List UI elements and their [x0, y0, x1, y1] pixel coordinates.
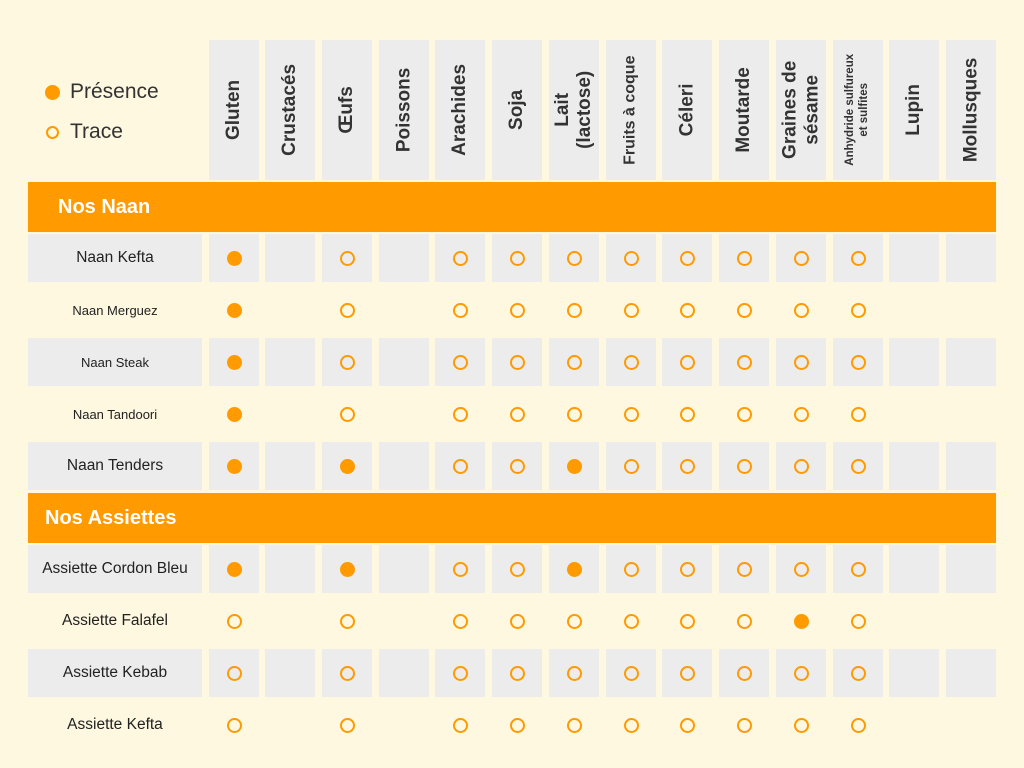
- trace-circle-icon: [340, 407, 355, 422]
- trace-circle-icon: [680, 251, 695, 266]
- table-cell: [379, 649, 429, 697]
- column-header-moutarde: [719, 40, 769, 180]
- filled-circle-icon: [44, 84, 60, 100]
- column-header-soja: [492, 40, 542, 180]
- trace-circle-icon: [453, 303, 468, 318]
- table-cell: [606, 442, 656, 490]
- table-cell: [719, 234, 769, 282]
- section-header-nos-naan: Nos Naan: [28, 182, 996, 232]
- table-cell: [322, 442, 372, 490]
- table-cell: [209, 701, 259, 749]
- row-label: Assiette Kebab: [28, 649, 202, 697]
- trace-circle-icon: [510, 718, 525, 733]
- table-cell: [549, 649, 599, 697]
- section-header-nos-assiettes: Nos Assiettes: [28, 493, 996, 543]
- trace-circle-icon: [851, 355, 866, 370]
- table-cell: [265, 442, 315, 490]
- table-cell: [209, 649, 259, 697]
- table-cell: [946, 338, 996, 386]
- trace-circle-icon: [510, 459, 525, 474]
- trace-circle-icon: [624, 407, 639, 422]
- trace-circle-icon: [851, 666, 866, 681]
- column-header-celeri: [662, 40, 712, 180]
- table-cell: [606, 390, 656, 438]
- trace-circle-icon: [794, 562, 809, 577]
- table-cell: [606, 234, 656, 282]
- table-cell: [492, 701, 542, 749]
- row-label: Assiette Cordon Bleu: [28, 545, 202, 593]
- table-cell: [209, 390, 259, 438]
- trace-circle-icon: [567, 355, 582, 370]
- trace-circle-icon: [680, 614, 695, 629]
- table-cell: [889, 597, 939, 645]
- trace-circle-icon: [680, 666, 695, 681]
- trace-circle-icon: [851, 407, 866, 422]
- column-header-lait: [549, 40, 599, 180]
- table-cell: [889, 442, 939, 490]
- trace-circle-icon: [340, 666, 355, 681]
- table-cell: [719, 286, 769, 334]
- row-label: Naan Tenders: [28, 442, 202, 490]
- table-cell: [492, 338, 542, 386]
- table-cell: [549, 597, 599, 645]
- table-cell: [662, 649, 712, 697]
- trace-circle-icon: [567, 303, 582, 318]
- table-cell: [833, 234, 883, 282]
- table-cell: [662, 545, 712, 593]
- trace-circle-icon: [851, 251, 866, 266]
- legend-trace: [44, 112, 159, 152]
- trace-circle-icon: [624, 303, 639, 318]
- trace-circle-icon: [227, 666, 242, 681]
- trace-circle-icon: [567, 407, 582, 422]
- trace-circle-icon: [624, 355, 639, 370]
- table-cell: [946, 286, 996, 334]
- trace-circle-icon: [737, 355, 752, 370]
- table-cell: [833, 649, 883, 697]
- column-header-poissons: [379, 40, 429, 180]
- table-cell: [549, 442, 599, 490]
- presence-dot-icon: [340, 562, 355, 577]
- row-label: Naan Steak: [28, 338, 202, 386]
- table-cell: [719, 597, 769, 645]
- trace-circle-icon: [567, 718, 582, 733]
- trace-circle-icon: [737, 614, 752, 629]
- column-header-graines-de: [776, 40, 826, 180]
- table-cell: [719, 338, 769, 386]
- table-cell: [946, 545, 996, 593]
- table-cell: [833, 701, 883, 749]
- trace-circle-icon: [794, 303, 809, 318]
- table-cell: [549, 286, 599, 334]
- trace-circle-icon: [851, 459, 866, 474]
- column-header-label: Gluten: [223, 79, 245, 141]
- trace-circle-icon: [794, 355, 809, 370]
- table-cell: [492, 649, 542, 697]
- trace-circle-icon: [851, 718, 866, 733]
- trace-circle-icon: [510, 614, 525, 629]
- column-header-label: Fruits à coque: [621, 55, 639, 165]
- column-header-label: Lait (lactose): [552, 70, 596, 150]
- table-cell: [946, 442, 996, 490]
- column-header-label: Lupin: [903, 84, 925, 136]
- table-cell: [322, 390, 372, 438]
- trace-circle-icon: [340, 718, 355, 733]
- table-cell: [606, 649, 656, 697]
- table-cell: [209, 338, 259, 386]
- trace-circle-icon: [340, 303, 355, 318]
- table-cell: [492, 234, 542, 282]
- table-cell: [379, 234, 429, 282]
- table-cell: [492, 442, 542, 490]
- trace-circle-icon: [510, 303, 525, 318]
- table-cell: [379, 545, 429, 593]
- presence-dot-icon: [227, 459, 242, 474]
- presence-dot-icon: [227, 407, 242, 422]
- column-header-label: Anhydride sulfureux et sulfites: [844, 54, 871, 166]
- trace-circle-icon: [794, 718, 809, 733]
- table-cell: [435, 649, 485, 697]
- column-header-label: Moutarde: [733, 67, 755, 153]
- trace-circle-icon: [851, 303, 866, 318]
- table-cell: [776, 234, 826, 282]
- legend: [44, 72, 159, 152]
- trace-circle-icon: [510, 666, 525, 681]
- table-cell: [776, 286, 826, 334]
- table-cell: [435, 286, 485, 334]
- table-cell: [776, 597, 826, 645]
- trace-circle-icon: [680, 355, 695, 370]
- table-cell: [662, 442, 712, 490]
- trace-circle-icon: [453, 355, 468, 370]
- legend-trace-label: Trace: [70, 120, 123, 143]
- table-cell: [435, 442, 485, 490]
- trace-circle-icon: [624, 459, 639, 474]
- trace-circle-icon: [624, 614, 639, 629]
- trace-circle-icon: [453, 562, 468, 577]
- table-cell: [946, 701, 996, 749]
- trace-circle-icon: [794, 251, 809, 266]
- trace-circle-icon: [680, 718, 695, 733]
- column-header-fruits-a-coque: [606, 40, 656, 180]
- trace-circle-icon: [737, 718, 752, 733]
- column-header-label: Arachides: [449, 64, 471, 156]
- table-cell: [209, 234, 259, 282]
- trace-circle-icon: [227, 718, 242, 733]
- table-cell: [833, 338, 883, 386]
- table-cell: [889, 390, 939, 438]
- presence-dot-icon: [227, 251, 242, 266]
- trace-circle-icon: [340, 355, 355, 370]
- column-header-label: Crustacés: [279, 64, 301, 156]
- trace-circle-icon: [680, 562, 695, 577]
- table-cell: [719, 390, 769, 438]
- trace-circle-icon: [567, 614, 582, 629]
- trace-circle-icon: [510, 355, 525, 370]
- table-cell: [209, 597, 259, 645]
- table-cell: [662, 701, 712, 749]
- presence-dot-icon: [567, 562, 582, 577]
- table-cell: [606, 701, 656, 749]
- table-cell: [435, 234, 485, 282]
- trace-circle-icon: [624, 666, 639, 681]
- table-cell: [322, 701, 372, 749]
- table-cell: [265, 701, 315, 749]
- column-header-label: Soja: [506, 89, 528, 131]
- column-header-anhydride-sulfureux: [833, 40, 883, 180]
- column-header-label: Céleri: [676, 83, 698, 137]
- table-cell: [265, 390, 315, 438]
- trace-circle-icon: [624, 562, 639, 577]
- trace-circle-icon: [737, 562, 752, 577]
- table-cell: [209, 442, 259, 490]
- table-cell: [606, 597, 656, 645]
- table-cell: [322, 286, 372, 334]
- presence-dot-icon: [227, 355, 242, 370]
- table-cell: [889, 286, 939, 334]
- table-cell: [322, 545, 372, 593]
- trace-circle-icon: [567, 251, 582, 266]
- trace-circle-icon: [510, 251, 525, 266]
- table-cell: [379, 442, 429, 490]
- table-cell: [776, 442, 826, 490]
- hollow-circle-icon: [44, 124, 60, 140]
- presence-dot-icon: [794, 614, 809, 629]
- table-cell: [379, 338, 429, 386]
- table-cell: [265, 234, 315, 282]
- table-cell: [662, 286, 712, 334]
- table-cell: [719, 442, 769, 490]
- legend-presence-label: Présence: [70, 80, 159, 103]
- table-cell: [606, 545, 656, 593]
- presence-dot-icon: [567, 459, 582, 474]
- column-header-label: Œufs: [336, 86, 358, 134]
- trace-circle-icon: [453, 459, 468, 474]
- trace-circle-icon: [794, 407, 809, 422]
- trace-circle-icon: [680, 407, 695, 422]
- table-cell: [946, 597, 996, 645]
- table-cell: [435, 701, 485, 749]
- table-cell: [776, 649, 826, 697]
- column-header-gluten: [209, 40, 259, 180]
- table-cell: [379, 286, 429, 334]
- row-label: Assiette Kefta: [67, 716, 163, 733]
- table-cell: [662, 597, 712, 645]
- table-cell: [379, 597, 429, 645]
- trace-circle-icon: [737, 407, 752, 422]
- table-cell: [435, 338, 485, 386]
- column-header-arachides: [435, 40, 485, 180]
- table-cell: [946, 649, 996, 697]
- trace-circle-icon: [453, 666, 468, 681]
- table-cell: [662, 390, 712, 438]
- table-cell: [265, 338, 315, 386]
- presence-dot-icon: [227, 562, 242, 577]
- table-cell: [889, 649, 939, 697]
- table-cell: [833, 545, 883, 593]
- table-cell: [833, 390, 883, 438]
- trace-circle-icon: [340, 614, 355, 629]
- trace-circle-icon: [851, 614, 866, 629]
- trace-circle-icon: [737, 666, 752, 681]
- table-cell: [379, 701, 429, 749]
- table-cell: [662, 234, 712, 282]
- row-label: Naan Merguez: [72, 302, 158, 318]
- table-cell: [265, 649, 315, 697]
- trace-circle-icon: [737, 303, 752, 318]
- table-cell: [435, 545, 485, 593]
- table-cell: [719, 545, 769, 593]
- table-cell: [549, 338, 599, 386]
- table-cell: [662, 338, 712, 386]
- trace-circle-icon: [851, 562, 866, 577]
- table-cell: [719, 649, 769, 697]
- table-cell: [265, 545, 315, 593]
- table-cell: [322, 234, 372, 282]
- table-cell: [833, 442, 883, 490]
- table-cell: [209, 286, 259, 334]
- trace-circle-icon: [680, 459, 695, 474]
- table-cell: [776, 390, 826, 438]
- trace-circle-icon: [453, 251, 468, 266]
- table-cell: [265, 286, 315, 334]
- trace-circle-icon: [680, 303, 695, 318]
- table-cell: [492, 545, 542, 593]
- table-cell: [776, 545, 826, 593]
- table-cell: [322, 597, 372, 645]
- table-cell: [889, 545, 939, 593]
- row-label: Naan Tandoori: [72, 406, 158, 422]
- trace-circle-icon: [227, 614, 242, 629]
- table-cell: [379, 390, 429, 438]
- column-header-oeufs: [322, 40, 372, 180]
- table-cell: [549, 545, 599, 593]
- column-header-mollusques: [946, 40, 996, 180]
- table-cell: [776, 701, 826, 749]
- trace-circle-icon: [510, 562, 525, 577]
- table-cell: [946, 234, 996, 282]
- column-header-lupin: [889, 40, 939, 180]
- trace-circle-icon: [624, 251, 639, 266]
- table-cell: [492, 390, 542, 438]
- table-cell: [946, 390, 996, 438]
- table-cell: [889, 701, 939, 749]
- table-cell: [265, 597, 315, 645]
- table-cell: [833, 597, 883, 645]
- trace-circle-icon: [737, 459, 752, 474]
- trace-circle-icon: [453, 718, 468, 733]
- legend-presence: [44, 72, 159, 112]
- table-cell: [435, 390, 485, 438]
- trace-circle-icon: [340, 251, 355, 266]
- table-cell: [719, 701, 769, 749]
- table-cell: [549, 234, 599, 282]
- trace-circle-icon: [453, 407, 468, 422]
- table-cell: [549, 390, 599, 438]
- row-label: Naan Kefta: [28, 234, 202, 282]
- table-cell: [606, 338, 656, 386]
- table-cell: [606, 286, 656, 334]
- presence-dot-icon: [227, 303, 242, 318]
- trace-circle-icon: [794, 459, 809, 474]
- table-cell: [889, 338, 939, 386]
- column-header-label: Graines de sésame: [779, 60, 822, 160]
- column-header-crustaces: [265, 40, 315, 180]
- trace-circle-icon: [567, 666, 582, 681]
- trace-circle-icon: [794, 666, 809, 681]
- table-cell: [492, 597, 542, 645]
- trace-circle-icon: [624, 718, 639, 733]
- trace-circle-icon: [510, 407, 525, 422]
- table-cell: [889, 234, 939, 282]
- table-cell: [209, 545, 259, 593]
- presence-dot-icon: [340, 459, 355, 474]
- column-header-label: Poissons: [393, 67, 415, 153]
- row-label: Assiette Falafel: [62, 612, 168, 629]
- table-cell: [322, 649, 372, 697]
- table-cell: [549, 701, 599, 749]
- table-cell: [492, 286, 542, 334]
- table-cell: [435, 597, 485, 645]
- table-cell: [322, 338, 372, 386]
- table-cell: [776, 338, 826, 386]
- trace-circle-icon: [453, 614, 468, 629]
- table-cell: [833, 286, 883, 334]
- trace-circle-icon: [737, 251, 752, 266]
- column-header-label: Mollusques: [960, 57, 982, 163]
